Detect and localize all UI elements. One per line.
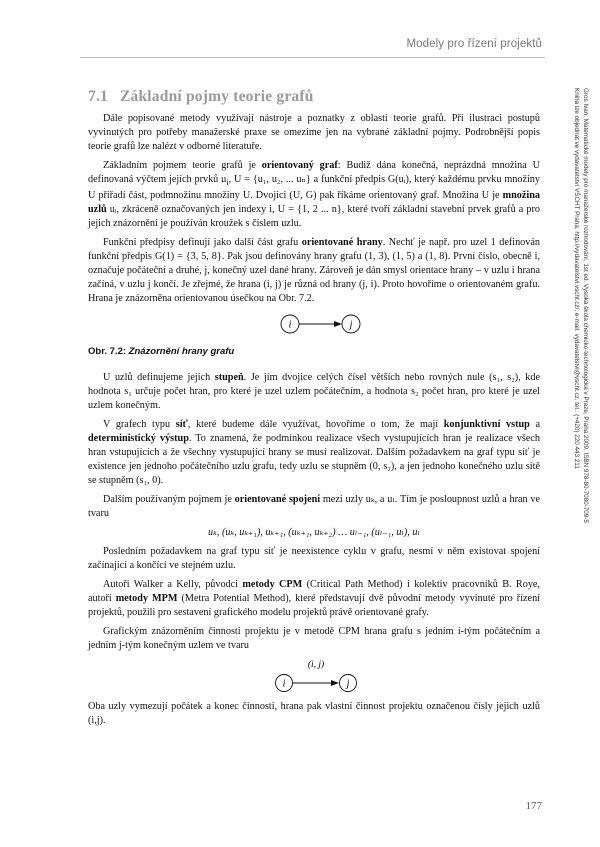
paragraph-intro: Dále popisované metody využívají nástroje a poznatky z oblasti teorie grafů. Při ilustraci postupů vyvinutých pro potřeby manažerské praxe se omezíme jen na vybrané základní pojmy. Podrobnější popis teorie grafů lze nalézt v odborné literatuře. (88, 113, 540, 152)
side-copyright-note (560, 88, 590, 598)
edge-arrowhead (334, 321, 342, 327)
paragraph-degree: U uzlů definujeme jejich stupeň. Je jím dvojice celých čísel větších nebo rovných nule (s₁, s₂), kde hodnota s₁ určuje počet hran, pro které je uzel uzlem počátečním, a hodnota s₂ počet hran, pro které je uzel uzlem konečným. (88, 372, 540, 412)
side-note-line-2: Kniha lze objednat ve vydavatelství VŠCHT Praha, http://vydavatelstvi.vscht.cz/, e-mail: vydavatelstvi@vscht.cz, tel.: (+420) 220 443 211 (573, 88, 580, 469)
node-i-label: i (288, 319, 292, 331)
paragraph-cpm-edge: Grafickým znázorněním činnosti projektu je v metodě CPM hrana grafu s jedním i-tým počátečním a jedním j-tým konečným uzlem ve tvaru (88, 626, 540, 652)
figure-caption (88, 345, 540, 359)
figure-edge (88, 311, 540, 337)
activity-edge-arrowhead (331, 680, 339, 686)
term-node-set: množina uzlů (88, 190, 540, 216)
side-note-line-1: Gros Ivan: Matematické modely pro manažerské rozhodování, 1st ed. Vysoká škola chemicko-technologická v Praze, Praha 2009, ISBN 978-80-7080-709-5 (582, 88, 589, 523)
paragraph-network: V grafech typu síť, které budeme dále využívat, hovoříme o tom, že mají konjunktivní vstup a deterministický výstup. To znamená, že podmínkou realizace všech vystupujících hran je realizace všech hran vstupujících a že všechny vystupující hrany se musí realizovat. Dalším požadavkem na graf typu síť je existence jen jednoho počátečního uzlu grafu, tedy uzlu se stupněm (0, s₂), a jen jednoho konečného uzlu sítě se stupněm (s₁, 0). (88, 419, 540, 487)
section-heading (88, 90, 540, 104)
paragraph-no-cycle: Posledním požadavkem na graf typu síť je neexistence cyklu v grafu, nesmí v něm existovat spojení začínající a končící ve stejném uzlu. (88, 546, 540, 572)
term-network: síť (175, 419, 188, 431)
activity-edge-diagram (266, 658, 366, 694)
paragraph-oriented-edges: Funkční předpisy definují jako další část grafu orientované hrany. Nechť je např. pro uzel 1 definován funkční předpis G(1) = {3, 5, 8}. Pak jsou definovány hrany grafu (1, 3), (1, 5) a (1, 8). První číslo, obecně i, označuje počáteční a druhé, j, konečný uzel dané hrany. Zároveň je dán smysl orientace hrany – v uzlu i hrana začíná, v uzlu j končí. Je zřejmé, že hrana (i, j) je různá od hrany (j, i). Proto hovoříme o orientovaném grafu. Hrana je znázorněna orientovanou úsečkou na Obr. 7.2. (88, 237, 540, 305)
term-conjunctive-input: konjunktivní vstup (443, 419, 530, 431)
activity-node-i-label: i (282, 678, 286, 690)
edge-diagram (276, 311, 366, 337)
activity-node-j-label: j (346, 678, 350, 690)
formula-path: uₖ, (uₖ, uₖ₊₁), uₖ₊₁, (uₖ₊₁, uₖ₊₂) … uₗ₋₁, (uₗ₋₁, uₗ), uₗ (208, 527, 420, 539)
figure-caption-label: Obr. 7.2: (88, 346, 127, 358)
node-j-label: j (349, 319, 353, 331)
paragraph-oriented-connection: Dalším používaným pojmem je orientované spojení mezi uzly uₖ, a uₗ. Tím je posloupnost uzlů a hran ve tvaru (88, 494, 541, 520)
figure-activity-edge (88, 658, 540, 694)
paragraph-cpm-mpm: Autoři Walker a Kelly, původci metody CPM (Critical Path Method) i kolektiv pracovníků B. Roye, autoři metody MPM (Metra Potential Method), které představují dvě původní metody vyvinuté pro řízení projektů, použili pro sestavení grafického modelu projektů právě orientované grafy. (88, 579, 540, 619)
term-oriented-edges: orientované hrany (301, 237, 383, 249)
paragraph-nodes-bound: Oba uzly vymezují počátek a konec činnosti, hrana pak vlastní činnost projektu označenou čísly jejich uzlů (i,j). (88, 701, 540, 727)
figure-caption-text: Znázornění hrany grafu (128, 346, 235, 358)
term-cpm: metody CPM (242, 579, 303, 591)
term-mpm: metody MPM (115, 593, 178, 605)
section-number: 7.1 (88, 88, 108, 105)
section-title: Základní pojmy teorie grafů (119, 88, 314, 105)
activity-edge-label: (i, j) (307, 660, 325, 671)
term-oriented-graph: orientovaný graf (261, 160, 338, 171)
main-content (88, 90, 540, 733)
paragraph-oriented-graph: Základním pojmem teorie grafů je orientovaný graf: Budiž dána konečná, neprázdná množina U definovaná výčtem jejích prvků $u_i$, U = {u₁, u₂, ... uₙ} a funkční předpis G(uᵢ), který každému prvku množiny U přiřadí část, podmnožinu množiny U. Dvojici (U, G) pak říkáme orientovaný graf. Množina U je množina uzlů uᵢ, zkráceně označovaných jen indexy i, U = {1, 2 ... n}, které tvoří základní stavební prvek grafů a pro jejich znázornění je používán kroužek s číslem uzlu. (88, 160, 540, 230)
term-deterministic-output: deterministický výstup (88, 433, 189, 445)
page-number: 177 (525, 800, 542, 812)
term-oriented-connection: orientované spojení (234, 494, 321, 506)
running-header: Modely pro řízení projektů (406, 38, 542, 50)
header-rule (80, 57, 545, 58)
term-degree: stupeň (214, 372, 244, 384)
